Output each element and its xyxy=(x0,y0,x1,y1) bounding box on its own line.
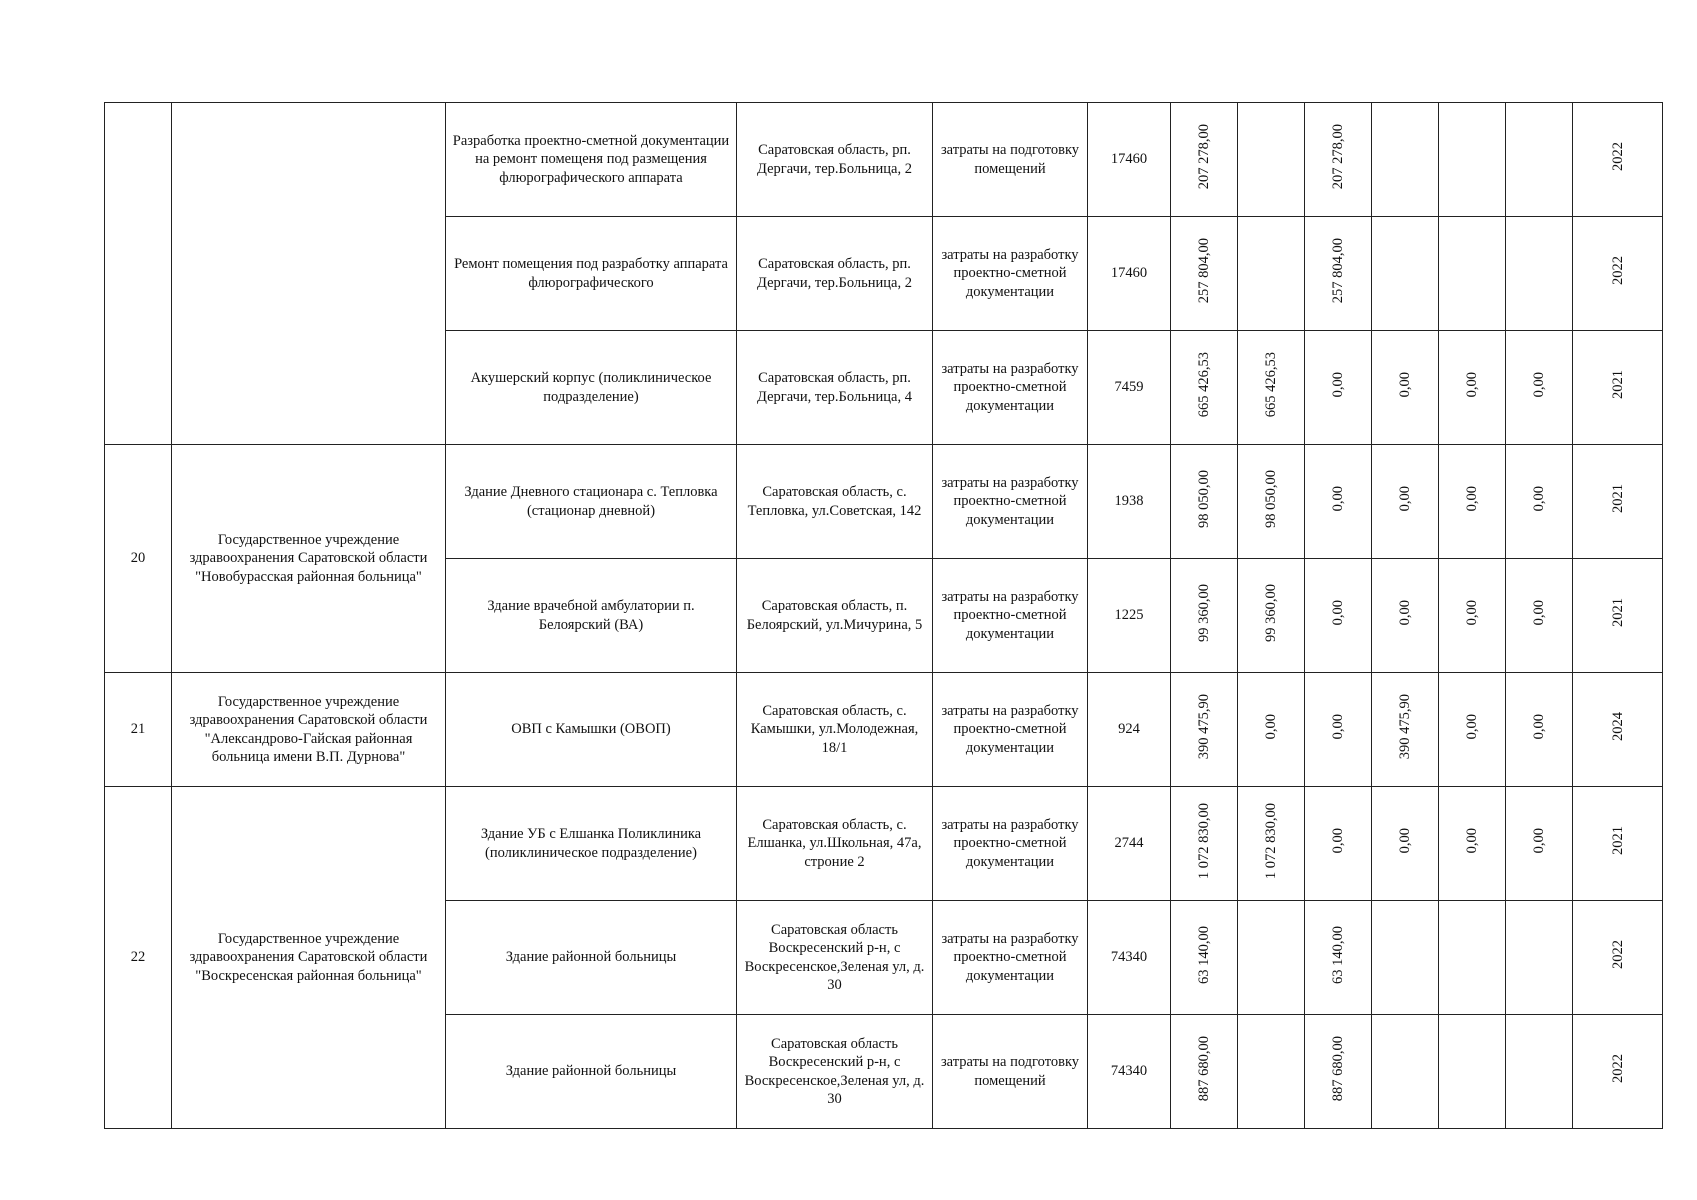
code-cell: 1225 xyxy=(1088,559,1171,673)
total-cell xyxy=(1171,673,1238,787)
amount-2025-cell xyxy=(1506,217,1573,331)
amount-2022-value: 887 680,00 xyxy=(1330,1036,1346,1102)
code-cell: 17460 xyxy=(1088,217,1171,331)
amount-2022-cell xyxy=(1305,103,1372,217)
object-cell: ОВП с Камышки (ОВОП) xyxy=(446,673,737,787)
cost-type-cell: затраты на разработку проектно-сметной документации xyxy=(933,787,1088,901)
address-cell: Саратовская область Воскресенский р-н, с Воскресенское,Зеленая ул, д. 30 xyxy=(737,901,933,1015)
amount-2024-cell xyxy=(1439,901,1506,1015)
cost-type-cell: затраты на подготовку помещений xyxy=(933,1015,1088,1129)
amount-2024-cell xyxy=(1439,445,1506,559)
cost-type-cell: затраты на подготовку помещений xyxy=(933,103,1088,217)
code-cell: 1938 xyxy=(1088,445,1171,559)
total-value: 63 140,00 xyxy=(1196,925,1212,984)
amount-2024-cell xyxy=(1439,787,1506,901)
amount-2022-value: 63 140,00 xyxy=(1330,925,1346,984)
amount-2025-cell xyxy=(1506,901,1573,1015)
amount-2022-cell xyxy=(1305,445,1372,559)
year-value: 2022 xyxy=(1609,256,1626,286)
address-cell: Саратовская область Воскресенский р-н, с Воскресенское,Зеленая ул, д. 30 xyxy=(737,1015,933,1129)
amount-2021-cell xyxy=(1238,901,1305,1015)
table-row xyxy=(105,787,1663,901)
cost-type-cell: затраты на разработку проектно-сметной документации xyxy=(933,331,1088,445)
amount-2021-value: 1 072 830,00 xyxy=(1263,802,1279,879)
object-cell: Здание районной больницы xyxy=(446,1015,737,1129)
amount-2025-cell xyxy=(1506,559,1573,673)
address-cell: Саратовская область, рп. Дергачи, тер.Больница, 2 xyxy=(737,217,933,331)
object-cell: Здание УБ с Елшанка Поликлиника (поликлиническое подразделение) xyxy=(446,787,737,901)
object-cell: Здание Дневного стационара с. Тепловка (стационар дневной) xyxy=(446,445,737,559)
year-value: 2021 xyxy=(1609,826,1626,856)
year-value: 2024 xyxy=(1609,712,1626,742)
address-cell: Саратовская область, рп. Дергачи, тер.Больница, 4 xyxy=(737,331,933,445)
cost-type-cell: затраты на разработку проектно-сметной документации xyxy=(933,559,1088,673)
year-cell xyxy=(1573,103,1663,217)
institution-cell xyxy=(172,103,446,445)
row-number-cell: 20 xyxy=(105,445,172,673)
amount-2024-cell xyxy=(1439,331,1506,445)
amount-2022-cell xyxy=(1305,901,1372,1015)
amount-2024-cell xyxy=(1439,103,1506,217)
amount-2025-value: 0,00 xyxy=(1531,486,1547,512)
amount-2024-cell xyxy=(1439,673,1506,787)
total-cell xyxy=(1171,901,1238,1015)
amount-2021-value: 665 426,53 xyxy=(1263,352,1279,418)
code-cell: 7459 xyxy=(1088,331,1171,445)
code-cell: 74340 xyxy=(1088,901,1171,1015)
amount-2024-cell xyxy=(1439,1015,1506,1129)
total-value: 1 072 830,00 xyxy=(1196,802,1212,879)
amount-2022-value: 0,00 xyxy=(1330,372,1346,398)
institution-cell: Государственное учреждение здравоохранения Саратовской области "Новобурасская районная больница" xyxy=(172,445,446,673)
total-cell xyxy=(1171,217,1238,331)
amount-2021-value: 0,00 xyxy=(1263,714,1279,740)
row-number-cell: 22 xyxy=(105,787,172,1129)
address-cell: Саратовская область, с. Камышки, ул.Молодежная, 18/1 xyxy=(737,673,933,787)
amount-2021-cell xyxy=(1238,445,1305,559)
total-cell xyxy=(1171,331,1238,445)
cost-type-cell: затраты на разработку проектно-сметной документации xyxy=(933,901,1088,1015)
table-row xyxy=(105,673,1663,787)
amount-2022-value: 0,00 xyxy=(1330,714,1346,740)
total-value: 887 680,00 xyxy=(1196,1036,1212,1102)
amount-2021-value: 99 360,00 xyxy=(1263,583,1279,642)
total-cell xyxy=(1171,103,1238,217)
amount-2022-cell xyxy=(1305,559,1372,673)
code-cell: 74340 xyxy=(1088,1015,1171,1129)
amount-2025-cell xyxy=(1506,331,1573,445)
object-cell: Акушерский корпус (поликлиническое подразделение) xyxy=(446,331,737,445)
amount-2023-value: 0,00 xyxy=(1397,372,1413,398)
amount-2022-value: 0,00 xyxy=(1330,486,1346,512)
amount-2021-cell xyxy=(1238,217,1305,331)
year-value: 2022 xyxy=(1609,1054,1626,1084)
amount-2022-cell xyxy=(1305,331,1372,445)
amount-2022-cell xyxy=(1305,673,1372,787)
amount-2022-value: 0,00 xyxy=(1330,828,1346,854)
total-value: 665 426,53 xyxy=(1196,352,1212,418)
amount-2021-cell xyxy=(1238,1015,1305,1129)
amount-2023-value: 390 475,90 xyxy=(1397,694,1413,760)
amount-2021-cell xyxy=(1238,559,1305,673)
code-cell: 924 xyxy=(1088,673,1171,787)
amount-2022-value: 207 278,00 xyxy=(1330,124,1346,190)
address-cell: Саратовская область, с. Тепловка, ул.Советская, 142 xyxy=(737,445,933,559)
amount-2024-value: 0,00 xyxy=(1464,372,1480,398)
amount-2023-cell xyxy=(1372,673,1439,787)
address-cell: Саратовская область, рп. Дергачи, тер.Больница, 2 xyxy=(737,103,933,217)
table-row xyxy=(105,103,1663,217)
row-number-cell xyxy=(105,103,172,445)
code-cell: 17460 xyxy=(1088,103,1171,217)
amount-2023-cell xyxy=(1372,331,1439,445)
object-cell: Здание районной больницы xyxy=(446,901,737,1015)
total-value: 99 360,00 xyxy=(1196,583,1212,642)
amount-2023-cell xyxy=(1372,787,1439,901)
row-number-cell: 21 xyxy=(105,673,172,787)
amount-2024-value: 0,00 xyxy=(1464,486,1480,512)
amount-2023-cell xyxy=(1372,559,1439,673)
amount-2021-cell xyxy=(1238,673,1305,787)
amount-2025-value: 0,00 xyxy=(1531,714,1547,740)
address-cell: Саратовская область, п. Белоярский, ул.Мичурина, 5 xyxy=(737,559,933,673)
amount-2023-cell xyxy=(1372,103,1439,217)
total-cell xyxy=(1171,1015,1238,1129)
amount-2022-cell xyxy=(1305,1015,1372,1129)
institution-cell: Государственное учреждение здравоохранения Саратовской области "Александрово-Гайская районная больница имени В.П. Дурнова" xyxy=(172,673,446,787)
year-cell xyxy=(1573,673,1663,787)
amount-2025-cell xyxy=(1506,787,1573,901)
year-value: 2022 xyxy=(1609,142,1626,172)
year-cell xyxy=(1573,217,1663,331)
object-cell: Разработка проектно-сметной документации на ремонт помещеня под размещения флюрографического аппарата xyxy=(446,103,737,217)
amount-2023-value: 0,00 xyxy=(1397,600,1413,626)
amount-2022-value: 257 804,00 xyxy=(1330,238,1346,304)
year-cell xyxy=(1573,787,1663,901)
year-value: 2021 xyxy=(1609,484,1626,514)
year-cell xyxy=(1573,445,1663,559)
year-cell xyxy=(1573,901,1663,1015)
cost-type-cell: затраты на разработку проектно-сметной документации xyxy=(933,445,1088,559)
amount-2021-value: 98 050,00 xyxy=(1263,469,1279,528)
total-cell xyxy=(1171,559,1238,673)
year-cell xyxy=(1573,331,1663,445)
amount-2023-cell xyxy=(1372,217,1439,331)
amount-2025-cell xyxy=(1506,445,1573,559)
total-cell xyxy=(1171,445,1238,559)
year-value: 2022 xyxy=(1609,940,1626,970)
year-cell xyxy=(1573,559,1663,673)
amount-2024-value: 0,00 xyxy=(1464,714,1480,740)
total-cell xyxy=(1171,787,1238,901)
table-row xyxy=(105,445,1663,559)
amount-2022-value: 0,00 xyxy=(1330,600,1346,626)
total-value: 207 278,00 xyxy=(1196,124,1212,190)
amount-2021-cell xyxy=(1238,103,1305,217)
year-cell xyxy=(1573,1015,1663,1129)
amount-2021-cell xyxy=(1238,331,1305,445)
address-cell: Саратовская область, с. Елшанка, ул.Школьная, 47а, строние 2 xyxy=(737,787,933,901)
amount-2022-cell xyxy=(1305,787,1372,901)
amount-2023-cell xyxy=(1372,1015,1439,1129)
year-value: 2021 xyxy=(1609,598,1626,628)
code-cell: 2744 xyxy=(1088,787,1171,901)
total-value: 98 050,00 xyxy=(1196,469,1212,528)
document-table xyxy=(104,102,1663,1129)
amount-2023-cell xyxy=(1372,445,1439,559)
institution-cell: Государственное учреждение здравоохранения Саратовской области "Воскресенская районная больница" xyxy=(172,787,446,1129)
amount-2024-value: 0,00 xyxy=(1464,828,1480,854)
amount-2023-cell xyxy=(1372,901,1439,1015)
amount-2023-value: 0,00 xyxy=(1397,486,1413,512)
amount-2025-value: 0,00 xyxy=(1531,372,1547,398)
amount-2022-cell xyxy=(1305,217,1372,331)
amount-2023-value: 0,00 xyxy=(1397,828,1413,854)
total-value: 390 475,90 xyxy=(1196,694,1212,760)
cost-type-cell: затраты на разработку проектно-сметной документации xyxy=(933,217,1088,331)
amount-2024-cell xyxy=(1439,559,1506,673)
amount-2025-cell xyxy=(1506,673,1573,787)
cost-type-cell: затраты на разработку проектно-сметной документации xyxy=(933,673,1088,787)
total-value: 257 804,00 xyxy=(1196,238,1212,304)
amount-2025-value: 0,00 xyxy=(1531,600,1547,626)
amount-2024-value: 0,00 xyxy=(1464,600,1480,626)
amount-2025-value: 0,00 xyxy=(1531,828,1547,854)
amount-2025-cell xyxy=(1506,103,1573,217)
year-value: 2021 xyxy=(1609,370,1626,400)
amount-2024-cell xyxy=(1439,217,1506,331)
object-cell: Ремонт помещения под разработку аппарата флюрографического xyxy=(446,217,737,331)
amount-2021-cell xyxy=(1238,787,1305,901)
amount-2025-cell xyxy=(1506,1015,1573,1129)
object-cell: Здание врачебной амбулатории п. Белоярский (ВА) xyxy=(446,559,737,673)
